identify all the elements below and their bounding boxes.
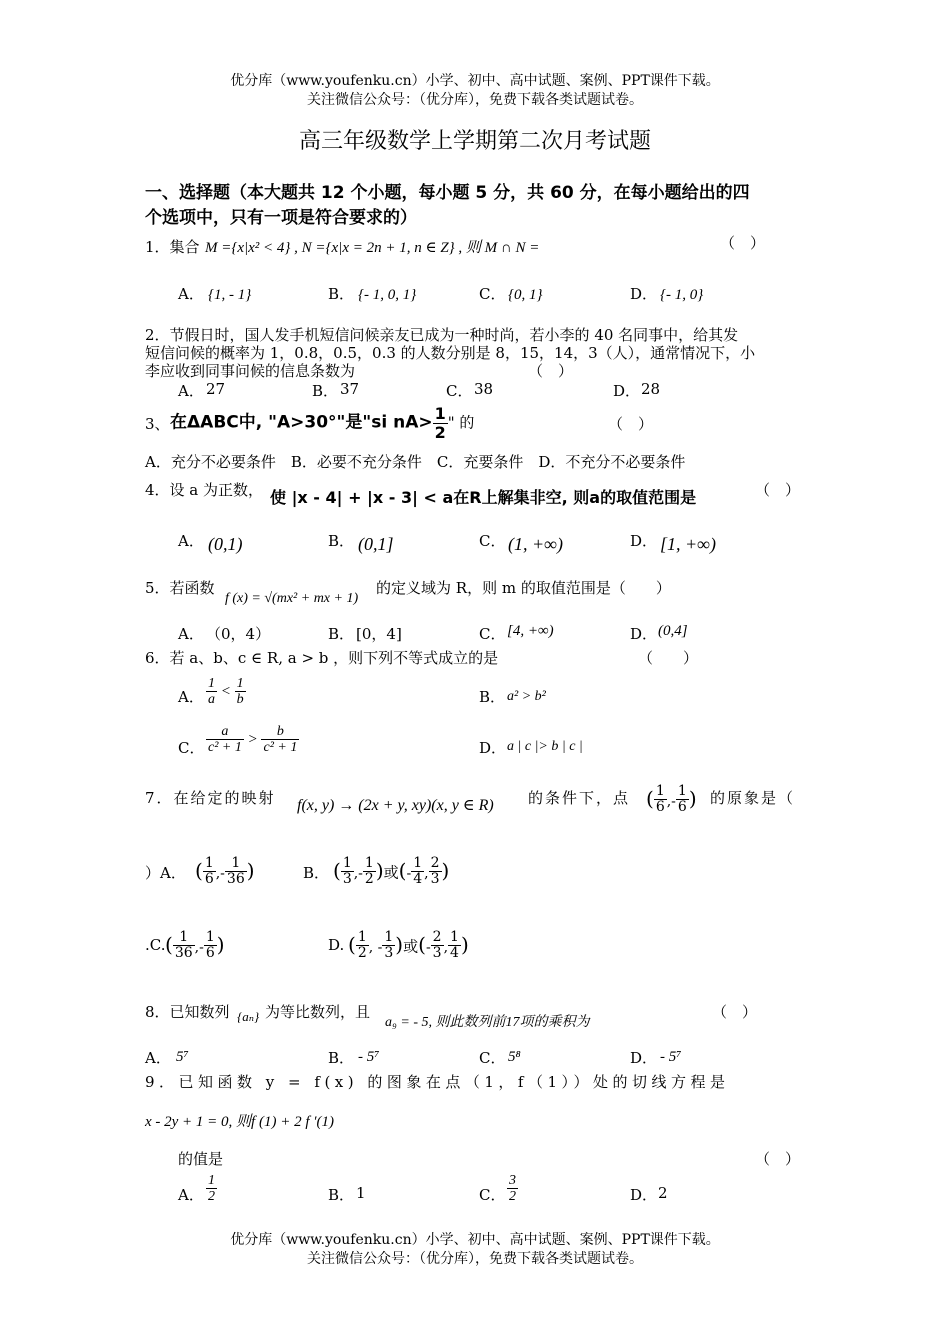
q9-option-b: 1	[356, 1184, 366, 1202]
q7-point-d1: 6	[655, 799, 665, 816]
q7-b1-d1: 3	[342, 871, 352, 888]
q2-line-3: 李应收到同事问候的信息条数为	[145, 362, 356, 380]
q5-math: f (x) = √(mx² + mx + 1)	[225, 591, 359, 606]
q7-b2-n1: 1	[413, 855, 423, 871]
q7-point-sep: ,-	[666, 793, 676, 810]
q6-option-a	[206, 676, 246, 708]
q2-line-1: 2．节假日时，国人发手机短信问候亲友已成为一种时尚，若小李的 40 名同事中，给其发	[145, 326, 739, 344]
q7-b1-n1: 1	[342, 855, 352, 871]
q8-mid: 为等比数列，且	[265, 1003, 371, 1021]
q7-option-c: ( $\frac{1}{36}$ ,- $\frac{1}{6}$ )	[165, 929, 225, 962]
q4-option-b-label: B．	[328, 532, 355, 550]
q5-option-a-label: A．	[178, 625, 204, 643]
q6-option-c-label: C．	[178, 739, 205, 757]
q1-option-b: {- 1, 0, 1}	[358, 287, 417, 303]
q6-c-op: >	[247, 731, 258, 748]
footer-line-1: 优分库（www.youfenku.cn）小学、初中、高中试题、案例、PPT课件下载。	[230, 1232, 720, 1248]
q9-option-c-label: C．	[479, 1186, 506, 1204]
q6-option-c	[206, 724, 299, 756]
q1-option-d: {- 1, 0}	[660, 287, 704, 303]
q7-close-and-a-label: ）A．	[145, 864, 186, 882]
q6-option-b-label: B．	[479, 688, 506, 706]
q4-option-a-label: A．	[178, 532, 204, 550]
q7-d2-n1: 2	[432, 929, 442, 945]
q7-b1-d2: 2	[364, 871, 374, 888]
q8-option-d: - 5⁷	[660, 1049, 682, 1065]
q6-a-left-den: a	[208, 692, 215, 708]
q9-option-d-label: D．	[630, 1186, 658, 1204]
q8-math: a₉ = - 5, 则此数列前17项的乘积为	[385, 1015, 590, 1030]
q7-d1-n1: 1	[357, 929, 367, 945]
q3-stem	[170, 405, 474, 441]
q6-option-d: a | c |> b | c |	[507, 739, 583, 754]
q7-b2-d2: 3	[430, 871, 440, 888]
q3-fraction	[433, 405, 448, 441]
q1-math: M ={x|x² < 4} , N ={x|x = 2n + 1, n ∈ Z} , 则 M ∩ N =	[205, 240, 540, 256]
q3-text-b: " 的	[447, 413, 475, 432]
q6-a-right-num: 1	[236, 676, 244, 691]
q9-answer-paren: （ ）	[755, 1150, 801, 1168]
q7-option-d: ( $\frac{1}{2}$ , - $\frac{1}{3}$ )或(- $\frac{2}{3}$ , $\frac{1}{4}$ )	[348, 929, 469, 962]
q6-option-b: a² > b²	[507, 689, 546, 704]
q7-d2-n2: 1	[450, 929, 459, 945]
q1-option-d-label: D．	[630, 285, 658, 303]
q5-option-b-label: B．	[328, 625, 355, 643]
q7-d-or: 或	[403, 937, 419, 956]
q6-stem: 6．若 a、b、c ∈ R, a > b ，则下列不等式成立的是	[145, 649, 499, 667]
q7-d1-d2: 3	[384, 945, 394, 962]
q7-c-d2: 6	[205, 945, 215, 962]
q8-option-a: 5⁷	[176, 1049, 189, 1065]
q7-option-a: ( $\frac{1}{6}$ ,- $\frac{1}{36}$ )	[195, 855, 255, 888]
q9-line-2: x - 2y + 1 = 0, 则f (1) + 2 f ′(1)	[145, 1114, 335, 1130]
q2-answer-paren: （ ）	[528, 362, 574, 380]
q7-option-b: ( $\frac{1}{3}$ ,- $\frac{1}{2}$ )或(- $\frac{1}{4}$ , $\frac{2}{3}$ )	[333, 855, 450, 888]
q4-option-b: (0,1]	[358, 534, 394, 554]
q7-c-n1: 1	[173, 930, 195, 946]
q7-tail: 的原象是（	[710, 789, 796, 807]
q1-answer-paren: （ ）	[720, 234, 766, 252]
q8-sequence: {aₙ}	[237, 1009, 260, 1024]
q6-c-right-den: c² + 1	[263, 740, 298, 756]
q7-b-or: 或	[383, 863, 399, 882]
q7-point-n1: 1	[655, 783, 665, 799]
q7-stem: 7．在给定的映射	[145, 789, 276, 807]
q9-line-3: 的值是	[178, 1150, 224, 1168]
q4-option-c-label: C．	[479, 532, 506, 550]
q7-math: f(x, y) → (2x + y, xy)(x, y ∈ R)	[297, 797, 494, 814]
q7-d2-d1: 3	[432, 945, 442, 962]
q3-text-a: 在ΔABC中, "A>30°"是"si nA>	[170, 412, 433, 433]
q6-c-left-num: a	[206, 724, 244, 740]
q3-answer-paren: （ ）	[608, 415, 654, 433]
q9-option-d: 2	[658, 1184, 668, 1202]
q9-c-den: 2	[509, 1189, 516, 1205]
q9-option-b-label: B．	[328, 1186, 355, 1204]
q5-stem: 5．若函数	[145, 579, 215, 597]
section-heading-line-1: 一、选择题（本大题共 12 个小题，每小题 5 分，共 60 分，在每小题给出的四	[145, 183, 750, 203]
q8-option-a-label: A．	[145, 1049, 171, 1067]
q4-option-c: (1, +∞)	[508, 534, 563, 554]
q6-c-left-den: c² + 1	[208, 740, 242, 756]
q1-option-a: {1, - 1}	[208, 287, 252, 303]
q4-option-d: [1, +∞)	[660, 534, 716, 554]
header-line-1: 优分库（www.youfenku.cn）小学、初中、高中试题、案例、PPT课件下载。	[230, 73, 720, 89]
q9-line-1: 9．已知函数 y = f(x) 的图象在点（1，f（1））处的切线方程是	[145, 1073, 730, 1091]
q8-option-c: 5⁸	[508, 1049, 521, 1065]
q1-stem: 1．集合	[145, 238, 200, 256]
q4-option-d-label: D．	[630, 532, 658, 550]
q8-option-c-label: C．	[479, 1049, 506, 1067]
q7-c-d1: 36	[174, 945, 193, 962]
q4-option-a: (0,1)	[208, 534, 243, 554]
q7-c-n2: 1	[205, 929, 215, 945]
q7-a-n2: 1	[225, 856, 247, 872]
q3-prefix: 3、	[145, 415, 170, 433]
q5-option-c: [4, +∞)	[507, 623, 554, 639]
q7-mid: 的条件下，点	[528, 789, 631, 807]
footer-line-2: 关注微信公众号：（优分库），免费下载各类试题试卷。	[307, 1251, 643, 1267]
q8-option-b-label: B．	[328, 1049, 355, 1067]
q6-c-right-num: b	[261, 724, 299, 740]
q9-option-c	[507, 1173, 518, 1205]
q3-options: A．充分不必要条件 B．必要不充分条件 C．充要条件 D．不充分不必要条件	[145, 453, 686, 471]
header-line-2: 关注微信公众号：（优分库），免费下载各类试题试卷。	[307, 92, 643, 108]
section-heading-line-2: 个选项中，只有一项是符合要求的）	[145, 208, 417, 228]
q2-line-2: 短信问候的概率为 1，0.8，0.5，0.3 的人数分别是 8，15，14，3（人），通常情况下，小	[145, 344, 756, 362]
q2-option-a: 27	[206, 380, 226, 398]
q5-option-d: (0,4]	[658, 623, 688, 639]
q4-math: 使 |x - 4| + |x - 3| < a在R上解集非空, 则a的取值范围是	[270, 488, 697, 507]
q7-option-b-label: B．	[303, 864, 330, 882]
q3-frac-num: 1	[434, 404, 446, 423]
q4-answer-paren: （ ）	[755, 481, 801, 499]
q7-option-c-label: .C.	[145, 936, 166, 954]
q7-a-n1: 1	[204, 855, 214, 871]
q5-tail: 的定义域为 R，则 m 的取值范围是（ ）	[376, 579, 671, 597]
q7-point: ( $\frac{1}{6}$ ,- $\frac{1}{6}$ )	[646, 783, 697, 816]
q9-option-a	[206, 1173, 217, 1205]
q4-stem: 4．设 a 为正数，	[145, 481, 264, 499]
q7-option-d-label: D.	[328, 936, 345, 954]
q7-point-d2: 6	[677, 799, 687, 816]
q6-a-left-num: 1	[208, 676, 215, 691]
q5-option-a: （0，4）	[206, 625, 271, 643]
q2-option-c: 38	[474, 380, 494, 398]
q8-option-d-label: D．	[630, 1049, 658, 1067]
q2-option-c-label: C．	[446, 382, 473, 400]
q1-option-a-label: A．	[178, 285, 204, 303]
q5-option-b: [0，4]	[356, 625, 402, 643]
q2-option-d-label: D．	[613, 382, 641, 400]
q2-option-b-label: B．	[312, 382, 339, 400]
q1-option-c: {0, 1}	[508, 287, 543, 303]
q9-c-num: 3	[509, 1173, 516, 1188]
q6-a-op: <	[220, 683, 231, 700]
q2-option-a-label: A．	[178, 382, 204, 400]
q6-option-d-label: D．	[479, 739, 507, 757]
q1-option-c-label: C．	[479, 285, 506, 303]
q2-option-d: 28	[641, 380, 661, 398]
q2-option-b: 37	[340, 380, 360, 398]
q7-b1-n2: 1	[364, 855, 374, 871]
q7-a-d2: 36	[226, 871, 245, 888]
q6-a-right-den: b	[236, 692, 244, 708]
q5-option-d-label: D．	[630, 625, 658, 643]
q7-b2-n2: 2	[430, 855, 440, 871]
q9-a-den: 2	[208, 1189, 215, 1205]
q7-point-n2: 1	[677, 783, 687, 799]
q9-a-num: 1	[208, 1173, 215, 1188]
q8-option-b: - 5⁷	[358, 1049, 380, 1065]
q8-answer-paren: （ ）	[712, 1003, 758, 1021]
q7-d2-d2: 4	[450, 945, 459, 962]
q1-option-b-label: B．	[328, 285, 355, 303]
page-title: 高三年级数学上学期第二次月考试题	[298, 129, 651, 154]
q9-option-a-label: A．	[178, 1186, 204, 1204]
q7-d1-d1: 2	[357, 945, 367, 962]
q6-answer-paren: （ ）	[638, 649, 699, 667]
q5-option-c-label: C．	[479, 625, 506, 643]
q6-option-a-label: A．	[178, 688, 204, 706]
q8-stem: 8．已知数列	[145, 1003, 230, 1021]
q7-d1-n2: 1	[384, 929, 394, 945]
q7-a-d1: 6	[204, 871, 214, 888]
q3-frac-den: 2	[434, 422, 446, 442]
q7-b2-d1: 4	[413, 871, 423, 888]
